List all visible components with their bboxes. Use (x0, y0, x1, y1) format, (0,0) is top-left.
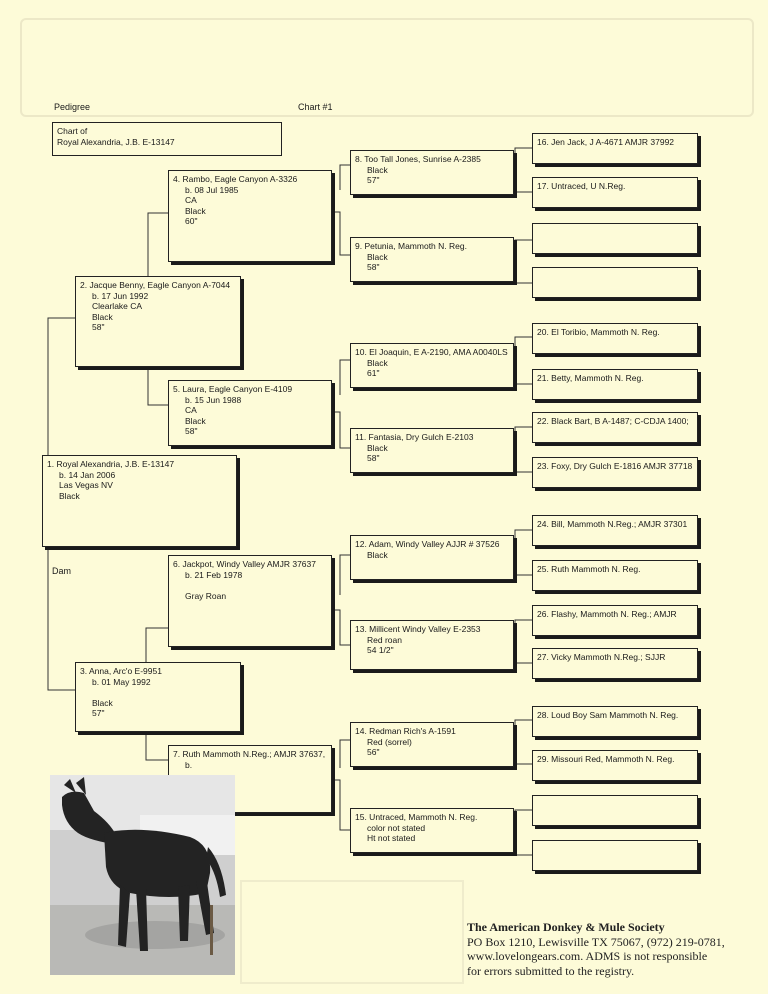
p12-line2 (355, 560, 509, 571)
p9-line1: Black (367, 251, 388, 262)
p27-name: 27. Vicky Mammoth N.Reg.; SJJR (537, 652, 666, 662)
footer-org: The American Donkey & Mule Society (467, 920, 665, 934)
pedigree-box-14 (350, 722, 514, 767)
p5-line4: 58" (185, 426, 198, 436)
p4-line1: b. 08 Jul 1985 (185, 184, 239, 195)
pedigree-box-5 (168, 380, 332, 446)
p4-line3: Black (185, 205, 206, 216)
pedigree-box-2 (75, 276, 241, 367)
p2-line1: b. 17 Jun 1992 (92, 290, 149, 301)
p5-line3: Black (185, 415, 206, 426)
p14-line2: 56" (367, 747, 380, 757)
pedigree-box-22 (532, 412, 698, 443)
p14-line1: Red (sorrel) (367, 736, 412, 747)
p8-name: 8. Too Tall Jones, Sunrise A-2385 (355, 154, 481, 164)
p15-line2: Ht not stated (367, 833, 416, 843)
pedigree-box-10 (350, 343, 514, 388)
pedigree-box-26 (532, 605, 698, 636)
pedigree-label: Pedigree (54, 102, 91, 112)
pedigree-box-30 (532, 795, 698, 826)
p3-line3: Black (92, 697, 113, 708)
p11-name: 11. Fantasia, Dry Gulch E-2103 (355, 432, 474, 442)
chart-of-box (52, 122, 282, 156)
p17-name: 17. Untraced, U N.Reg. (537, 181, 626, 191)
footer-line1: PO Box 1210, Lewisville TX 75067, (972) 219-0781, (467, 934, 725, 949)
p2-line4: 58" (92, 322, 105, 332)
p29-name: 29. Missouri Red, Mammoth N. Reg. (537, 754, 675, 764)
p18-name (537, 227, 693, 238)
p6-line3: Gray Roan (185, 590, 227, 601)
p1-line2: Las Vegas NV (59, 480, 113, 490)
p16-name: 16. Jen Jack, J A-4671 AMJR 37992 (537, 137, 675, 147)
p23-name: 23. Foxy, Dry Gulch E-1816 AMJR 37718 (537, 461, 693, 471)
p8-line1: Black (367, 164, 388, 175)
pedigree-box-4 (168, 170, 332, 262)
chart-number: Chart #1 (298, 102, 333, 112)
p13-line1: Red roan (367, 634, 402, 645)
pedigree-box-13 (350, 620, 514, 670)
pedigree-box-19 (532, 267, 698, 298)
pedigree-box-21 (532, 369, 698, 400)
pedigree-box-18 (532, 223, 698, 254)
p12-line1: Black (367, 549, 388, 560)
p3-line2 (80, 687, 236, 698)
pedigree-box-24 (532, 515, 698, 546)
p5-line1: b. 15 Jun 1988 (185, 394, 242, 405)
p13-name: 13. Millicent Windy Valley E-2353 (355, 624, 481, 634)
pedigree-box-28 (532, 706, 698, 737)
p12-name: 12. Adam, Windy Valley AJJR # 37526 (355, 539, 500, 549)
pedigree-box-29 (532, 750, 698, 781)
p4-name: 4. Rambo, Eagle Canyon A-3326 (173, 174, 298, 184)
p6-name: 6. Jackpot, Windy Valley AMJR 37637 (173, 559, 316, 569)
pedigree-box-31 (532, 840, 698, 871)
pedigree-box-20 (532, 323, 698, 354)
p4-line4: 60" (185, 216, 198, 226)
p6-line1: b. 21 Feb 1978 (185, 569, 243, 580)
pedigree-box-9 (350, 237, 514, 282)
p6-line2 (173, 580, 327, 591)
p3-name: 3. Anna, Arc'o E-9951 (80, 666, 162, 676)
pedigree-box-8 (350, 150, 514, 195)
dam-label: Dam (52, 566, 72, 576)
p30-name (537, 799, 693, 810)
p1-name: 1. Royal Alexandria, J.B. E-13147 (47, 459, 175, 469)
p8-line2: 57" (367, 175, 380, 185)
p9-line2: 58" (367, 262, 380, 272)
p11-line1: Black (367, 442, 388, 453)
p7-line1: b. (185, 759, 193, 770)
footer (467, 920, 767, 978)
pedigree-box-6 (168, 555, 332, 647)
p28-name: 28. Loud Boy Sam Mammoth N. Reg. (537, 710, 679, 720)
p31-name (537, 844, 693, 855)
pedigree-box-16 (532, 133, 698, 164)
p11-line2: 58" (367, 453, 380, 463)
pedigree-box-3 (75, 662, 241, 732)
p10-name: 10. El Joaquin, E A-2190, AMA A0040LS (355, 347, 508, 357)
p2-name: 2. Jacque Benny, Eagle Canyon A-7044 (80, 280, 231, 290)
pedigree-box-1 (42, 455, 237, 547)
p19-name (537, 271, 693, 282)
footer-line3: for errors submitted to the registry. (467, 963, 635, 978)
pedigree-box-11 (350, 428, 514, 473)
p14-name: 14. Redman Rich's A-1591 (355, 726, 456, 736)
p1-line1: b. 14 Jan 2006 (59, 469, 116, 480)
p3-line1: b. 01 May 1992 (92, 676, 151, 687)
pedigree-box-25 (532, 560, 698, 591)
p4-line2: CA (185, 195, 197, 205)
p1-line3: Black (59, 490, 80, 501)
pedigree-box-12 (350, 535, 514, 580)
p26-name: 26. Flashy, Mammoth N. Reg.; AMJR (537, 609, 677, 619)
chart-of-line2: Royal Alexandria, J.B. E-13147 (57, 136, 175, 147)
donkey-foal-photo (50, 775, 235, 975)
p2-line2: Clearlake CA (92, 301, 143, 311)
p22-name: 22. Black Bart, B A-1487; C-CDJA 1400; (537, 416, 689, 426)
pedigree-box-15 (350, 808, 514, 853)
chart-of-line1: Chart of (57, 126, 88, 136)
p20-name: 20. El Toribio, Mammoth N. Reg. (537, 327, 660, 337)
p5-line2: CA (185, 405, 197, 415)
p10-line2: 61" (367, 368, 380, 378)
p13-line2: 54 1/2" (367, 645, 394, 655)
p3-line4: 57" (92, 708, 105, 718)
p15-name: 15. Untraced, Mammoth N. Reg. (355, 812, 478, 822)
p9-name: 9. Petunia, Mammoth N. Reg. (355, 241, 467, 251)
p5-name: 5. Laura, Eagle Canyon E-4109 (173, 384, 293, 394)
p15-line1: color not stated (367, 822, 426, 833)
footer-line2: www.lovelongears.com. ADMS is not responsible (467, 949, 708, 963)
p7-name: 7. Ruth Mammoth N.Reg.; AMJR 37637, (173, 749, 326, 759)
p24-name: 24. Bill, Mammoth N.Reg.; AMJR 37301 (537, 519, 688, 529)
pedigree-box-23 (532, 457, 698, 488)
pedigree-box-27 (532, 648, 698, 679)
p10-line1: Black (367, 357, 388, 368)
p21-name: 21. Betty, Mammoth N. Reg. (537, 373, 644, 383)
p25-name: 25. Ruth Mammoth N. Reg. (537, 564, 641, 574)
p2-line3: Black (92, 311, 113, 322)
pedigree-box-17 (532, 177, 698, 208)
